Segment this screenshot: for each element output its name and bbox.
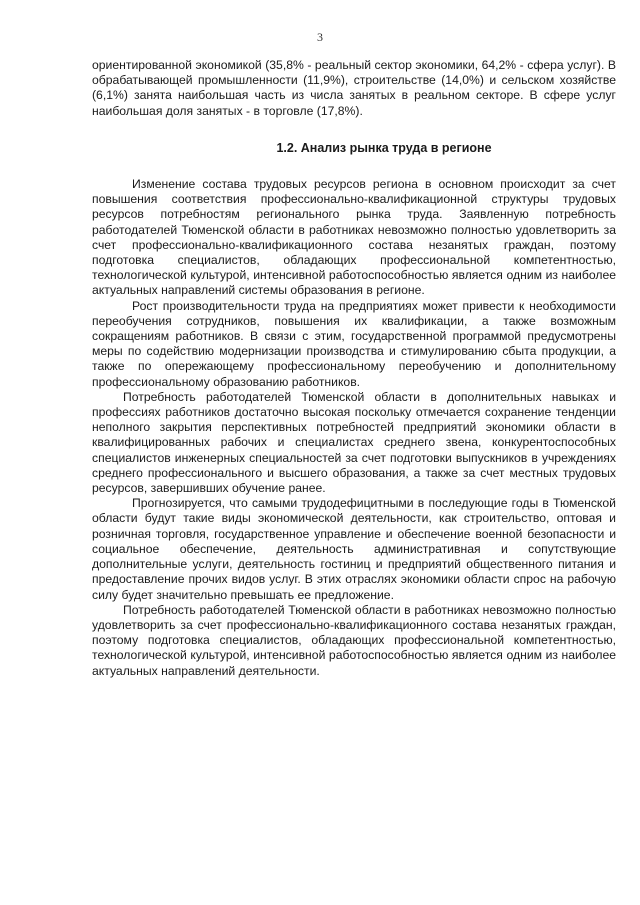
page-number: 3 — [317, 30, 323, 44]
section-heading: 1.2. Анализ рынка труда в регионе — [276, 140, 492, 155]
paragraph: Рост производительности труда на предприятиях может привести к необходимости переобучения сотрудников, повышения их квалификации, а также возможным сокращениям работников. В связи с этим, государственной программой предусмотрены меры по содействию модернизации производства и стимулированию сбыта продукции, а также по опережающему профессиональному переобучению и дополнительному профессиональному образованию работников. — [92, 298, 616, 389]
document-body — [92, 58, 616, 679]
paragraph: Изменение состава трудовых ресурсов региона в основном происходит за счет повышения соответствия профессионально-квалификационной структуры трудовых ресурсов потребностям регионального рынка труда. Заявленную потребность работодателей Тюменской области в работниках невозможно полностью удовлетворить за счет профессионально-квалификационного состава незанятых граждан, поэтому подготовка специалистов, обладающих профессиональной компетентностью, технологической культурой, интенсивной работоспособностью является одним из наиболее актуальных направлений системы образования в регионе. — [92, 177, 616, 298]
paragraph: Потребность работодателей Тюменской области в дополнительных навыках и профессиях работников достаточно высокая поскольку отмечается сохранение тенденции неполного закрытия перспективных потребностей предприятий экономики области в квалифицированных рабочих и специалистах среднего звена, конкурентоспособных специалистов инженерных специальностей за счет подготовки выпускников в учреждениях среднего профессионального и высшего образования, а также за счет местных трудовых ресурсов, завершивших обучение ранее. — [92, 389, 616, 496]
paragraph: Прогнозируется, что самыми трудодефицитными в последующие годы в Тюменской области будут такие виды экономической деятельности, как строительство, оптовая и розничная торговля, государственное управление и обеспечение военной безопасности и социальное обеспечение, деятельность административная и сопутствующие дополнительные услуги, деятельность гостиниц и предприятий общественного питания и предоставление прочих видов услуг. В этих отраслях экономики области спрос на рабочую силу будет значительно превышать ее предложение. — [92, 496, 616, 602]
paragraph: Потребность работодателей Тюменской области в работниках невозможно полностью удовлетворить за счет профессионально-квалификационного состава незанятых граждан, поэтому подготовка специалистов, обладающих профессиональной компетентностью, технологической культурой, интенсивной работоспособностью является одним из наиболее актуальных направлений деятельности. — [92, 602, 616, 678]
paragraph-continuation: ориентированной экономикой (35,8% - реальный сектор экономики, 64,2% - сфера услуг). В обрабатывающей промышленности (11,9%), строительстве (14,0%) и сельском хозяйстве (6,1%) занята наибольшая часть из числа занятых в реальном секторе. В сфере услуг наибольшая доля занятых - в торговле (17,8%). — [92, 58, 616, 118]
